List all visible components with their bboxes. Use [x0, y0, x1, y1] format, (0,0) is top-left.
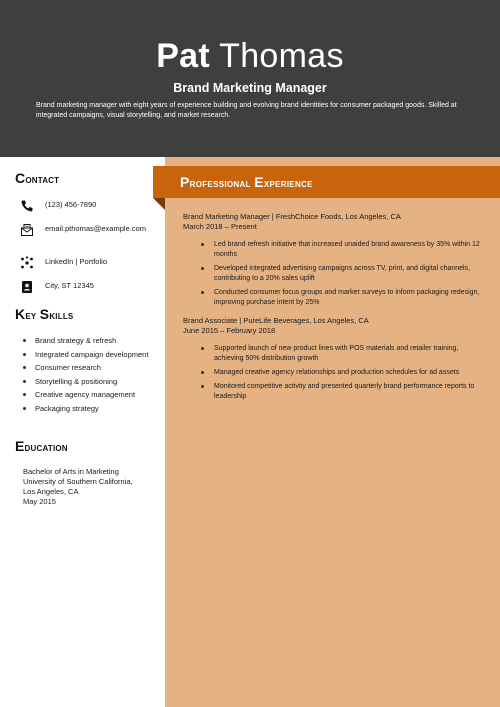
- location-text: City, ST 12345: [45, 281, 94, 290]
- list-item: Led brand refresh initiative that increased unaided brand awareness by 35% within 12 months: [201, 240, 488, 260]
- school: University of Southern California,: [23, 477, 133, 486]
- list-item: Brand strategy & refresh: [23, 336, 158, 346]
- links-text[interactable]: LinkedIn | Portfolio: [45, 257, 107, 266]
- phone-number: (123) 456-7890: [45, 200, 97, 209]
- job-bullets: [183, 344, 488, 402]
- mail-icon: [20, 223, 34, 237]
- job-title: Brand Marketing Manager: [173, 81, 327, 95]
- id-card-icon: [20, 280, 34, 294]
- job-role: Brand Marketing Manager | FreshChoice Foods, Los Angeles, CA: [183, 212, 401, 221]
- list-item: Packaging strategy: [23, 404, 158, 414]
- list-item: Conducted consumer focus groups and market surveys to inform packaging redesign, improving purchase intent by 25%: [201, 288, 488, 308]
- skills-heading: Key Skills: [15, 306, 74, 322]
- phone-icon: [20, 199, 34, 213]
- job-bullets: [183, 240, 488, 308]
- first-name: Pat: [156, 37, 211, 75]
- education-heading: Education: [15, 438, 68, 454]
- list-item: Monitored competitive activity and presented quarterly brand performance reports to leadership: [201, 382, 488, 402]
- candidate-name: [0, 36, 500, 76]
- list-item: Managed creative agency relationships and production schedules for ad assets: [201, 368, 488, 378]
- education-details: [23, 467, 158, 507]
- experience-banner: [153, 166, 500, 198]
- resume-header: [0, 0, 500, 157]
- graduation-date: May 2015: [23, 497, 56, 506]
- banner-fold: [153, 198, 165, 210]
- job-entry: [183, 316, 488, 406]
- list-item: Consumer research: [23, 363, 158, 373]
- last-name: Thomas: [219, 37, 344, 75]
- left-column: [0, 157, 165, 707]
- summary: Brand marketing manager with eight years of experience building and evolving brand identities for consumer packaged goods. Skilled at integrated campaigns, visual storytelling, and market research.: [36, 102, 457, 119]
- school-city: Los Angeles, CA: [23, 487, 79, 496]
- list-item: Supported launch of new product lines with POS materials and retailer training, achieving 50% distribution growth: [201, 344, 488, 364]
- network-icon: [20, 256, 34, 270]
- degree: Bachelor of Arts in Marketing: [23, 467, 119, 476]
- contact-heading: Contact: [15, 170, 60, 186]
- list-item: Integrated campaign development: [23, 350, 158, 360]
- job-dates: June 2015 – February 2018: [183, 326, 276, 335]
- experience-heading: Professional Experience: [180, 174, 313, 190]
- list-item: Developed integrated advertising campaigns across TV, print, and digital channels, contributing to a 20% sales uplift: [201, 264, 488, 284]
- skills-list: [23, 336, 158, 417]
- list-item: Creative agency management: [23, 390, 158, 400]
- list-item: Storytelling & positioning: [23, 377, 158, 387]
- job-role: Brand Associate | PureLife Beverages, Los Angeles, CA: [183, 316, 369, 325]
- job-entry: [183, 212, 488, 312]
- email-address[interactable]: email.pthomas@example.com: [45, 224, 146, 233]
- job-dates: March 2018 – Present: [183, 222, 257, 231]
